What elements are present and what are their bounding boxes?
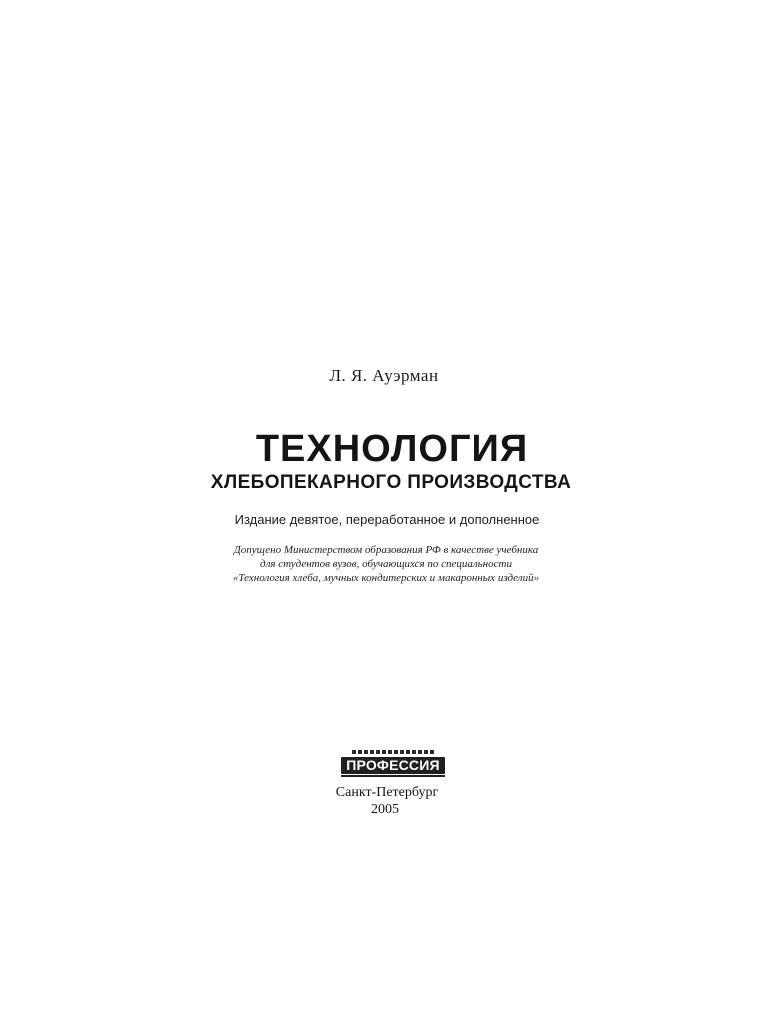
edition-note: Издание девятое, переработанное и дополненное	[234, 512, 540, 527]
book-title: ТЕХНОЛОГИЯ	[255, 428, 529, 470]
logo-underline	[341, 775, 445, 777]
logo-decoration	[341, 748, 445, 756]
approval-line-1: Допущено Министерством образования РФ в качестве учебника	[233, 544, 539, 556]
approval-line-3: «Технология хлеба, мучных кондитерских и макаронных изделий»	[232, 572, 540, 584]
approval-note	[2, 543, 768, 585]
publisher-logo-text: ПРОФЕССИЯ	[341, 757, 445, 774]
publisher-logo	[341, 748, 445, 776]
author-name: Л. Я. Ауэрман	[329, 366, 439, 385]
book-subtitle: ХЛЕБОПЕКАРНОГО ПРОИЗВОДСТВА	[210, 472, 572, 493]
approval-line-2: для студентов вузов, обучающихся по специальности	[260, 558, 512, 570]
publication-year: 2005	[371, 802, 399, 817]
publication-city: Санкт-Петербург	[335, 785, 439, 800]
